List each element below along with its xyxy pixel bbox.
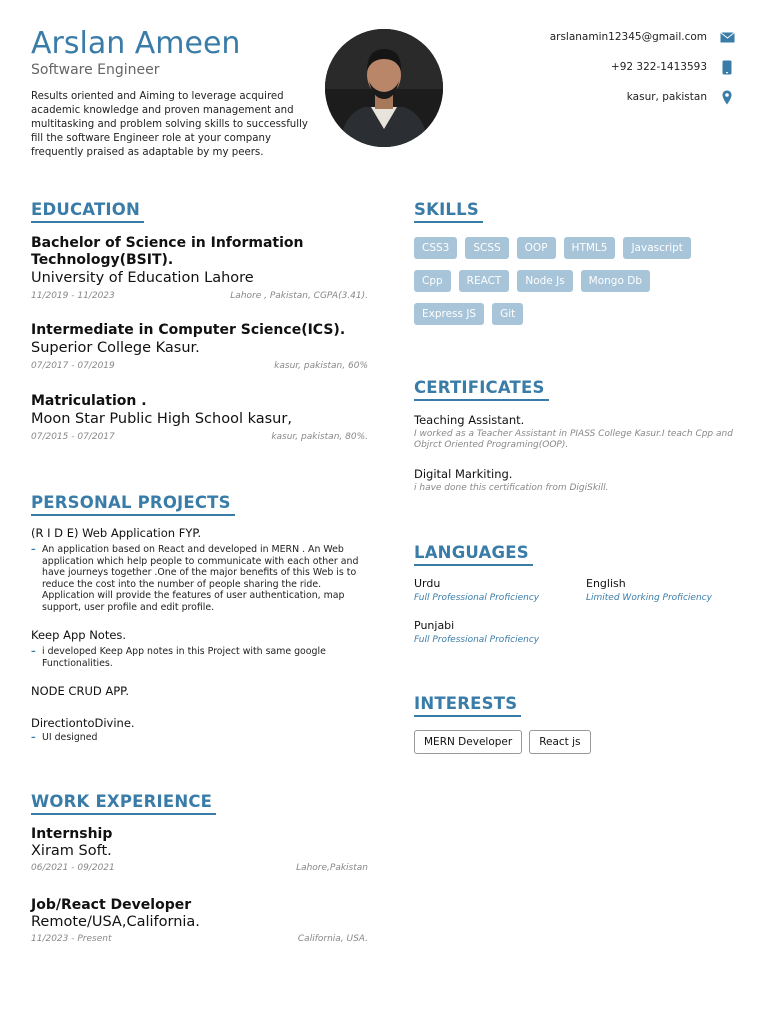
project-title: Keep App Notes.: [31, 628, 127, 642]
education-dates: 11/2019 - 11/2023: [31, 291, 115, 301]
work-location: California, USA.: [297, 934, 368, 944]
skill-tag: CSS3: [414, 237, 457, 259]
certificate-item: [414, 467, 744, 494]
interest-tag: MERN Developer: [414, 730, 522, 754]
work-item: [31, 897, 368, 944]
skill-tag: REACT: [459, 270, 510, 292]
work-item: [31, 826, 368, 873]
name-heading: Arslan Ameen: [31, 26, 241, 61]
language-name: Urdu: [414, 577, 441, 590]
skill-tag: SCSS: [465, 237, 508, 259]
language-level: Limited Working Proficiency: [586, 593, 712, 603]
interests-list: [414, 730, 598, 754]
education-info: kasur, pakistan, 60%: [274, 361, 368, 371]
language-name: Punjabi: [414, 619, 455, 632]
project-title: DirectiontoDivine.: [31, 716, 135, 730]
certificate-description: i have done this certification from DigiSkill.: [414, 483, 609, 493]
education-item: [31, 393, 368, 442]
interest-tag: React js: [529, 730, 590, 754]
profile-photo: [325, 29, 443, 147]
language-level: Full Professional Proficiency: [414, 593, 540, 603]
certificates-heading: CERTIFICATES: [414, 378, 549, 401]
project-description: i developed Keep App notes in this Project with same google Functionalities.: [42, 646, 326, 669]
contact-email[interactable]: [550, 30, 735, 44]
school-name: Moon Star Public High School kasur,: [31, 411, 292, 427]
job-title: Software Engineer: [31, 62, 160, 78]
work-company: Xiram Soft.: [31, 843, 112, 859]
project-bullet: – An application based on React and developed in MERN . An Web application which help people to communicate with each other and have journeys together .One of the major benefits of this Web is to reduce the cost into the number of people sharing the ride. Application will provide the features of user authentication, map support, user profile and edit profile.: [31, 544, 368, 614]
map-pin-icon: [719, 90, 735, 104]
skill-tag: HTML5: [564, 237, 616, 259]
project-item: [31, 684, 368, 698]
language-item: [414, 619, 539, 645]
language-name: English: [586, 577, 626, 590]
certificate-title: Digital Markiting.: [414, 467, 513, 481]
skill-tag: Express JS: [414, 303, 484, 325]
project-title: (R I D E) Web Application FYP.: [31, 526, 202, 540]
education-dates: 07/2017 - 07/2019: [31, 361, 115, 371]
skills-list: [414, 237, 734, 336]
envelope-icon: [719, 30, 735, 44]
degree-title: Matriculation .: [31, 393, 147, 409]
location-text: kasur, pakistan: [626, 91, 707, 103]
summary-text: Results oriented and Aiming to leverage acquired academic knowledge and proven management and multitasking and problem solving skills to successfully fill the software Engineer role at your company frequently praised as adaptable by my peers.: [31, 91, 308, 158]
project-item: [31, 628, 368, 669]
project-title: NODE CRUD APP.: [31, 684, 129, 698]
skill-tag: Node Js: [517, 270, 572, 292]
project-bullet: – UI designed: [31, 732, 98, 743]
interests-heading: INTERESTS: [414, 694, 521, 717]
languages-heading: LANGUAGES: [414, 543, 533, 566]
certificate-description: I worked as a Teacher Assistant in PIASS College Kasur.I teach Cpp and Objrct Oriented Programing(OOP).: [414, 429, 733, 450]
skills-heading: SKILLS: [414, 200, 483, 223]
education-dates: 07/2015 - 07/2017: [31, 432, 115, 442]
work-role: Internship: [31, 826, 113, 842]
email-text[interactable]: arslanamin12345@gmail.com: [549, 31, 707, 43]
education-item: [31, 322, 368, 371]
language-item: [586, 577, 712, 603]
work-role: Job/React Developer: [31, 897, 192, 913]
work-dates: 06/2021 - 09/2021: [31, 863, 115, 873]
education-info: Lahore , Pakistan, CGPA(3.41).: [230, 291, 368, 301]
skill-tag: Javascript: [623, 237, 690, 259]
language-item: [414, 577, 539, 603]
project-description: An application based on React and developed in MERN . An Web application which help people to communicate with each other and have journeys together .One of the major benefits of this Web is to reduce the cost into the number of people sharing the ride. Application will provide the features of user authentication, map support, user profile and edit profile.: [42, 544, 359, 613]
school-name: Superior College Kasur.: [31, 340, 200, 356]
project-description: UI designed: [42, 732, 98, 743]
projects-heading: PERSONAL PROJECTS: [31, 493, 235, 516]
project-item: [31, 716, 368, 744]
phone-icon: [719, 60, 735, 74]
project-item: [31, 526, 368, 614]
project-bullet: – i developed Keep App notes in this Project with same google Functionalities.: [31, 646, 368, 669]
work-location: Lahore,Pakistan: [296, 863, 368, 873]
work-heading: WORK EXPERIENCE: [31, 792, 216, 815]
certificate-item: [414, 413, 744, 451]
language-level: Full Professional Proficiency: [414, 635, 540, 645]
school-name: University of Education Lahore: [31, 270, 254, 286]
phone-text[interactable]: +92 322-1413593: [610, 61, 707, 73]
skill-tag: Git: [492, 303, 523, 325]
skill-tag: Cpp: [414, 270, 451, 292]
degree-title: Bachelor of Science in Information Technology(BSIT).: [31, 235, 304, 268]
education-item: [31, 235, 368, 301]
work-dates: 11/2023 - Present: [31, 934, 112, 944]
degree-title: Intermediate in Computer Science(ICS).: [31, 322, 346, 338]
contact-location: [627, 90, 735, 104]
skill-tag: Mongo Db: [581, 270, 650, 292]
skill-tag: OOP: [517, 237, 556, 259]
contact-phone[interactable]: [611, 60, 735, 74]
education-info: kasur, pakistan, 80%.: [271, 432, 368, 442]
certificate-title: Teaching Assistant.: [414, 413, 525, 427]
education-heading: EDUCATION: [31, 200, 144, 223]
work-company: Remote/USA,California.: [31, 914, 200, 930]
